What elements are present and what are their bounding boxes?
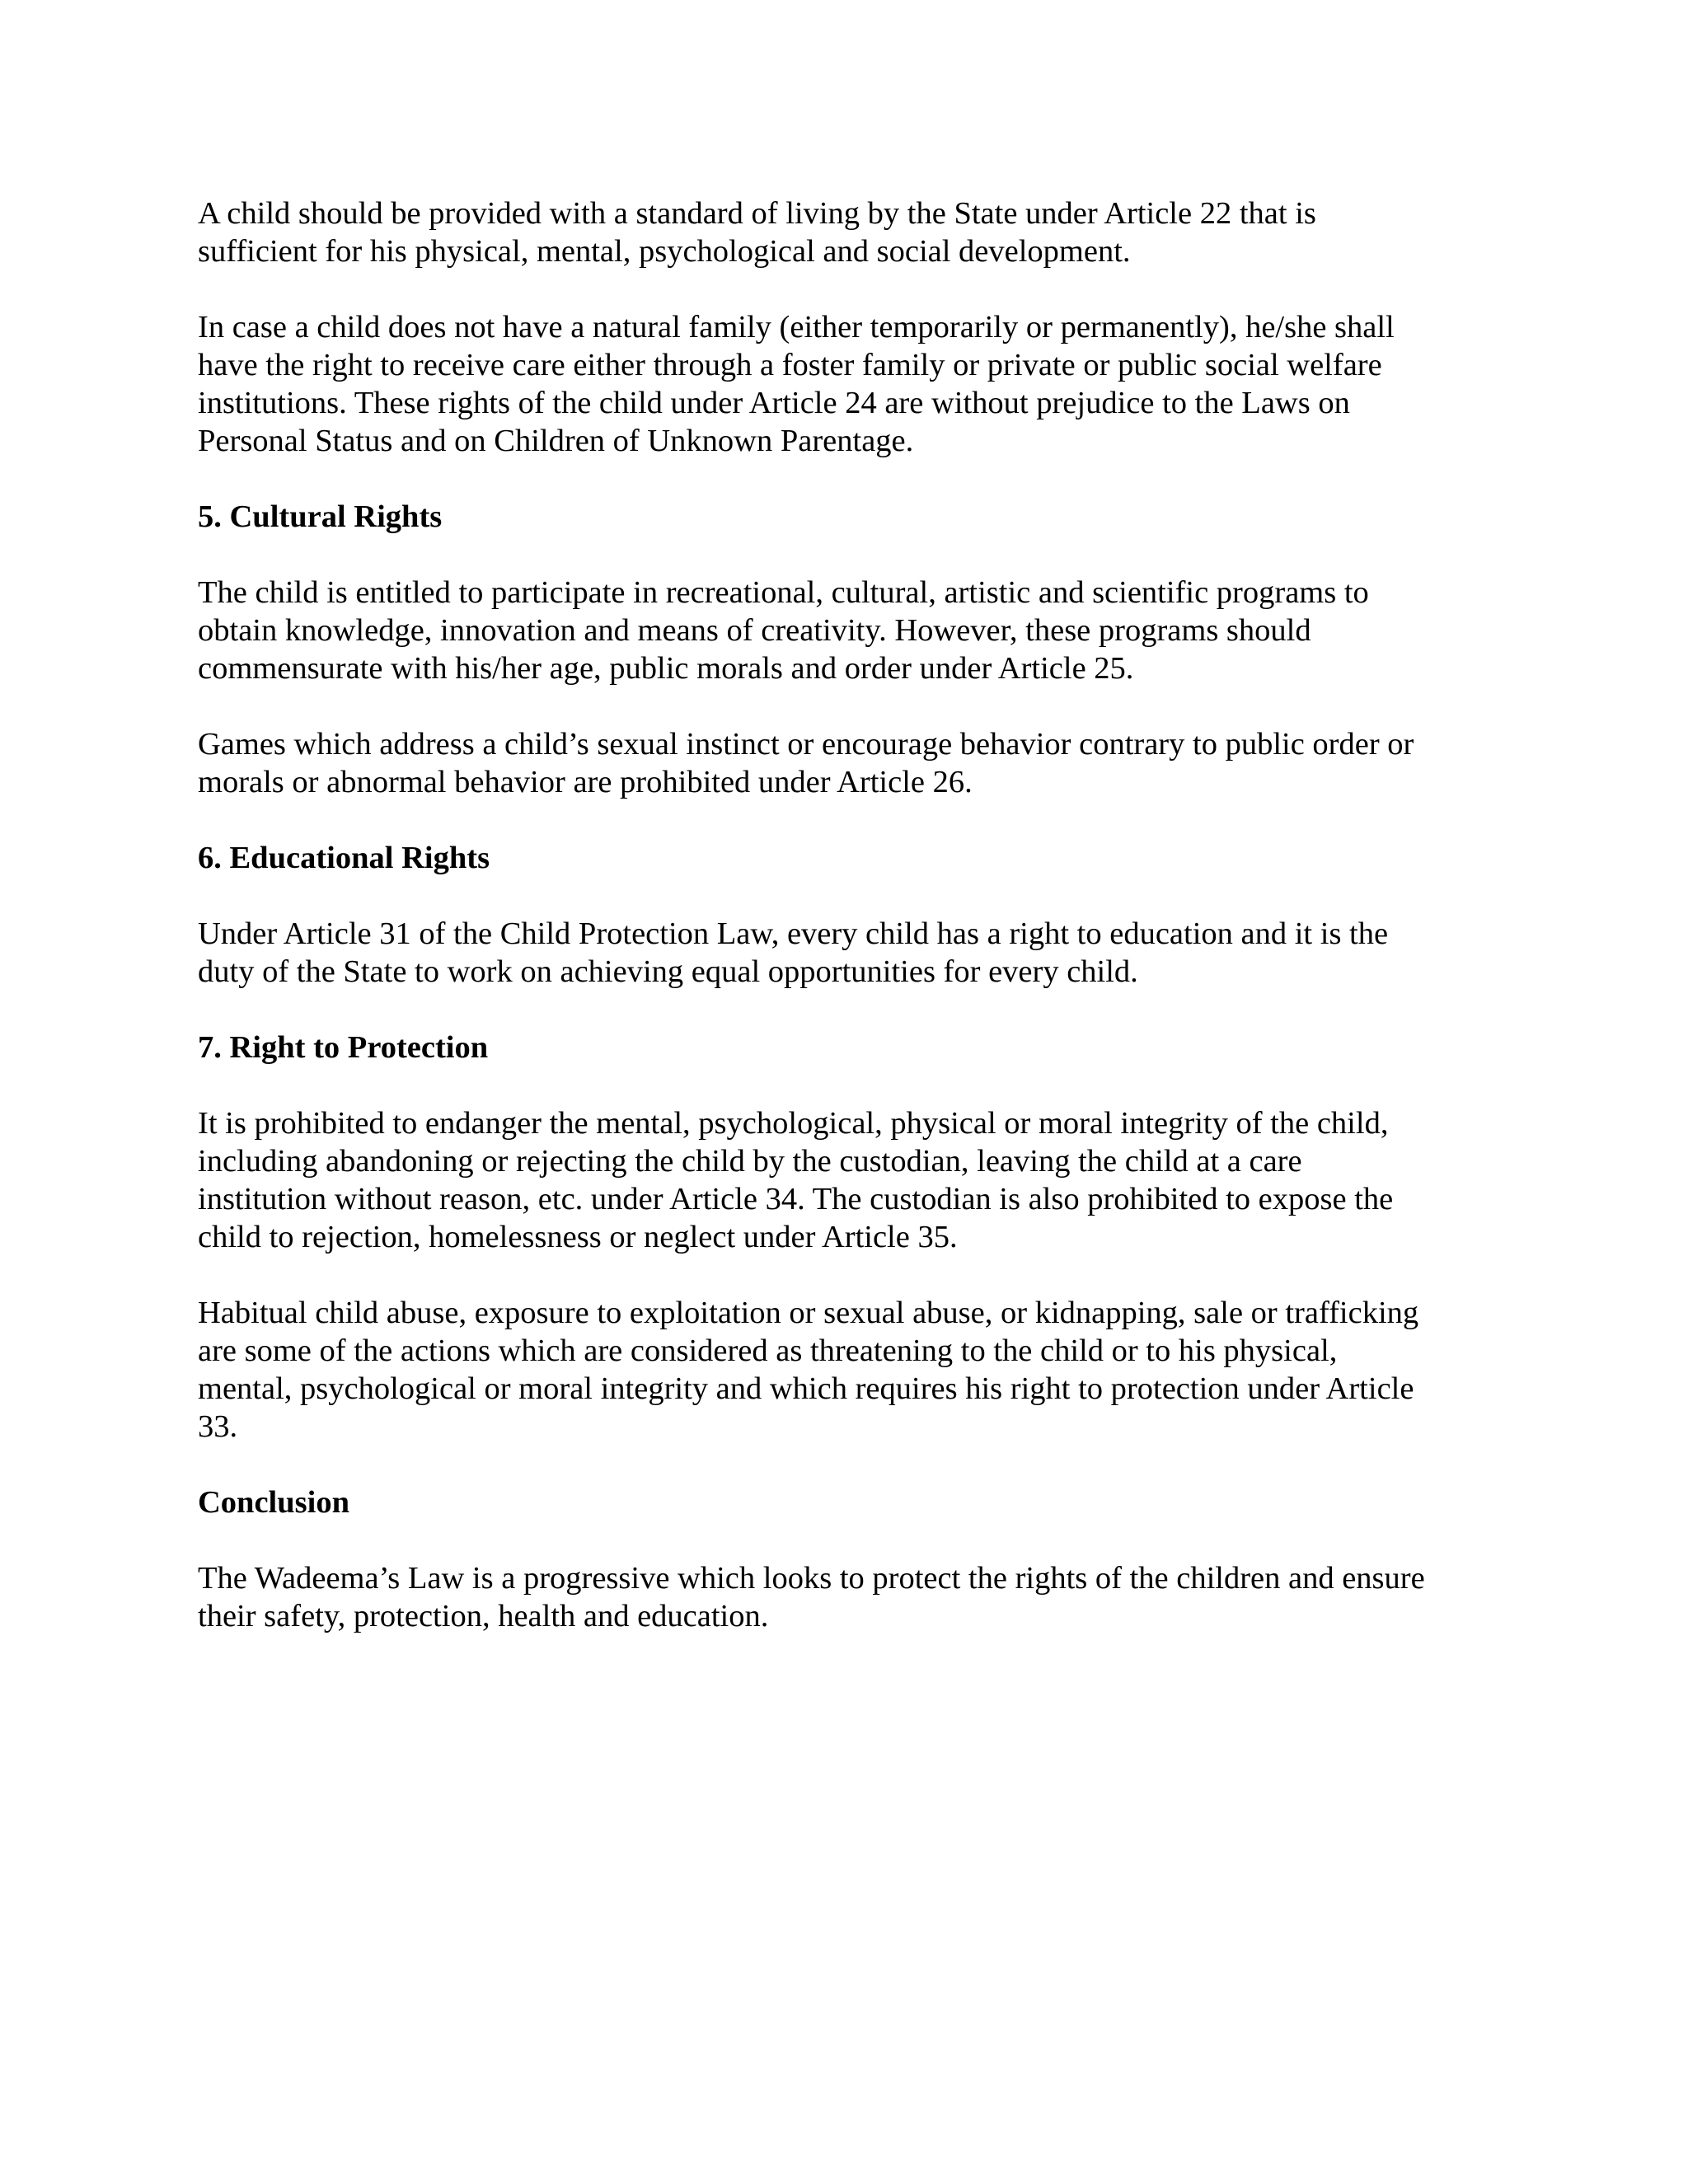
text-line: commensurate with his/her age, public morals and order under Article 25. — [198, 651, 1134, 686]
heading-right-to-protection — [198, 1029, 1533, 1066]
text-line: Under Article 31 of the Child Protection Law, every child has a right to education and it is the — [198, 916, 1389, 951]
text-line: their safety, protection, health and education. — [198, 1599, 769, 1633]
text-line: It is prohibited to endanger the mental, psychological, physical or moral integrity of the child, — [198, 1106, 1389, 1141]
paragraph-natural-family — [198, 308, 1533, 460]
paragraph-standard-of-living — [198, 194, 1533, 270]
paragraph-endangerment-prohibited — [198, 1104, 1533, 1256]
text-line: Games which address a child’s sexual instinct or encourage behavior contrary to public order or — [198, 727, 1414, 762]
paragraph-right-to-education — [198, 915, 1533, 991]
text-line: In case a child does not have a natural family (either temporarily or permanently), he/she shall — [198, 310, 1395, 344]
text-line: Personal Status and on Children of Unknown Parentage. — [198, 424, 914, 458]
heading-text: 5. Cultural Rights — [198, 499, 443, 534]
text-line: child to rejection, homelessness or neglect under Article 35. — [198, 1220, 958, 1254]
text-line: duty of the State to work on achieving equal opportunities for every child. — [198, 954, 1138, 989]
paragraph-conclusion — [198, 1559, 1533, 1635]
heading-conclusion — [198, 1483, 1533, 1521]
text-line: morals or abnormal behavior are prohibited under Article 26. — [198, 765, 973, 799]
text-line: A child should be provided with a standard of living by the State under Article 22 that is — [198, 196, 1316, 231]
document-page — [198, 194, 1533, 1673]
heading-cultural-rights — [198, 498, 1533, 536]
text-line: have the right to receive care either through a foster family or private or public social welfare — [198, 348, 1382, 382]
text-line: 33. — [198, 1409, 238, 1444]
text-line: Habitual child abuse, exposure to exploitation or sexual abuse, or kidnapping, sale or trafficking — [198, 1296, 1419, 1330]
text-line: The Wadeema’s Law is a progressive which looks to protect the rights of the children and ensure — [198, 1561, 1425, 1596]
text-line: The child is entitled to participate in recreational, cultural, artistic and scientific programs to — [198, 575, 1369, 610]
text-line: institutions. These rights of the child under Article 24 are without prejudice to the Laws on — [198, 386, 1350, 420]
text-line: are some of the actions which are considered as threatening to the child or to his physical, — [198, 1333, 1338, 1368]
heading-text: Conclusion — [198, 1485, 350, 1520]
text-line: institution without reason, etc. under Article 34. The custodian is also prohibited to expose the — [198, 1182, 1394, 1216]
text-line: including abandoning or rejecting the child by the custodian, leaving the child at a care — [198, 1144, 1302, 1179]
text-line: mental, psychological or moral integrity and which requires his right to protection under Article — [198, 1371, 1414, 1406]
text-line: obtain knowledge, innovation and means of creativity. However, these programs should — [198, 613, 1311, 648]
heading-educational-rights — [198, 839, 1533, 877]
paragraph-cultural-programs — [198, 574, 1533, 687]
heading-text: 6. Educational Rights — [198, 841, 490, 875]
heading-text: 7. Right to Protection — [198, 1030, 489, 1065]
text-line: sufficient for his physical, mental, psychological and social development. — [198, 234, 1131, 269]
paragraph-games-prohibited — [198, 725, 1533, 801]
paragraph-habitual-abuse — [198, 1294, 1533, 1446]
